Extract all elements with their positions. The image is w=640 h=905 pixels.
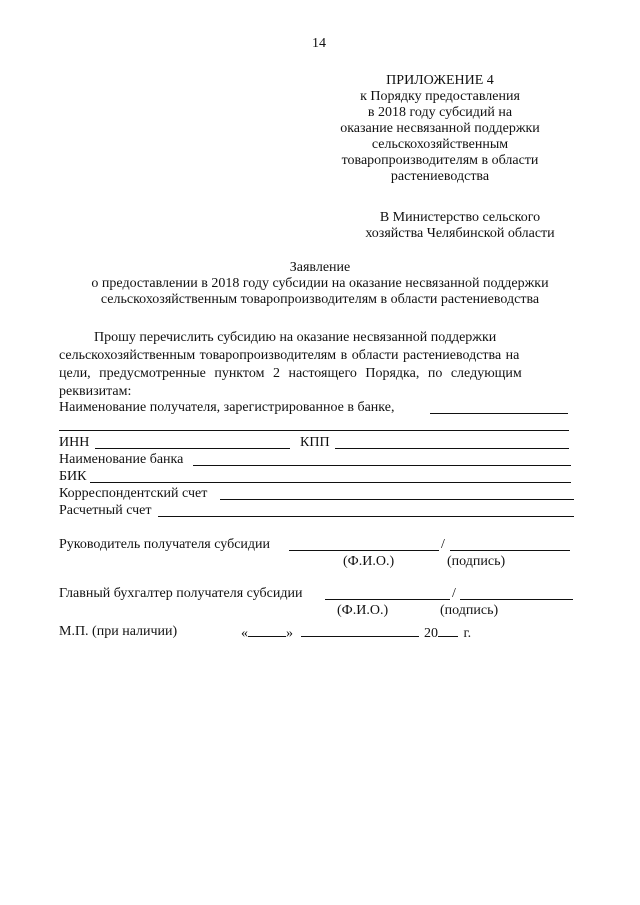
- inn-label: ИНН: [59, 435, 90, 450]
- body-line: цели, предусмотренные пунктом 2 настоящего Порядка, по следующим: [59, 366, 522, 381]
- bik-label: БИК: [59, 469, 87, 484]
- appendix-line: в 2018 году субсидий на: [367, 105, 513, 120]
- head-signature-caption: (подпись): [447, 554, 506, 569]
- addressee-line: хозяйства Челябинской области: [365, 226, 555, 241]
- accountant-signature-field[interactable]: [460, 599, 573, 600]
- kpp-label: КПП: [300, 435, 330, 450]
- accountant-signature-caption: (подпись): [440, 603, 499, 618]
- corr-account-label: Корреспондентский счет: [59, 486, 208, 501]
- date-month-field[interactable]: [301, 624, 419, 637]
- accountant-fio-caption: (Ф.И.О.): [337, 603, 389, 618]
- accountant-label: Главный бухгалтер получателя субсидии: [59, 586, 303, 601]
- appendix-line: товаропроизводителям в области: [341, 153, 539, 168]
- appendix-line: сельскохозяйственным: [371, 137, 509, 152]
- slash: /: [452, 586, 456, 601]
- bank-name-label: Наименование банка: [59, 452, 184, 467]
- addressee-block: [350, 210, 570, 242]
- date-day-field[interactable]: [248, 624, 286, 637]
- page-number: 14: [312, 36, 326, 51]
- bank-name-field[interactable]: [193, 465, 571, 466]
- date-open-quote: «: [241, 626, 248, 641]
- statement-subtitle: о предоставлении в 2018 году субсидии на оказание несвязанной поддержки: [91, 276, 549, 291]
- appendix-line: растениеводства: [390, 169, 490, 184]
- appendix-title: ПРИЛОЖЕНИЕ 4: [386, 73, 494, 88]
- slash: /: [441, 537, 445, 552]
- head-label: Руководитель получателя субсидии: [59, 537, 271, 552]
- date-line: [241, 624, 471, 642]
- settlement-account-field[interactable]: [158, 516, 574, 517]
- date-year-suffix: г.: [463, 626, 472, 641]
- recipient-name-field-continued[interactable]: [59, 430, 569, 431]
- corr-account-field[interactable]: [220, 499, 574, 500]
- appendix-block: [330, 73, 550, 185]
- settlement-account-label: Расчетный счет: [59, 503, 152, 518]
- recipient-name-label: Наименование получателя, зарегистрированное в банке,: [59, 400, 395, 415]
- inn-field[interactable]: [95, 448, 290, 449]
- date-year-prefix: 20: [424, 626, 438, 641]
- bik-field[interactable]: [90, 482, 571, 483]
- body-line: реквизитам:: [59, 384, 132, 399]
- head-fio-caption: (Ф.И.О.): [343, 554, 395, 569]
- date-year-field[interactable]: [438, 624, 458, 637]
- head-fio-field[interactable]: [289, 550, 439, 551]
- head-signature-field[interactable]: [450, 550, 570, 551]
- recipient-name-field[interactable]: [430, 413, 568, 414]
- stamp-label: М.П. (при наличии): [59, 624, 178, 639]
- kpp-field[interactable]: [335, 448, 569, 449]
- addressee-line: В Министерство сельского: [379, 210, 541, 225]
- statement-title: Заявление: [289, 260, 351, 275]
- body-line: сельскохозяйственным товаропроизводителям в области растениеводства на: [59, 348, 520, 363]
- statement-heading: [30, 260, 610, 308]
- date-close-quote: »: [286, 626, 293, 641]
- appendix-line: оказание несвязанной поддержки: [340, 121, 540, 136]
- appendix-line: к Порядку предоставления: [360, 89, 520, 104]
- body-line: Прошу перечислить субсидию на оказание несвязанной поддержки: [94, 330, 497, 345]
- accountant-fio-field[interactable]: [325, 599, 450, 600]
- statement-subtitle: сельскохозяйственным товаропроизводителям в области растениеводства: [100, 292, 540, 307]
